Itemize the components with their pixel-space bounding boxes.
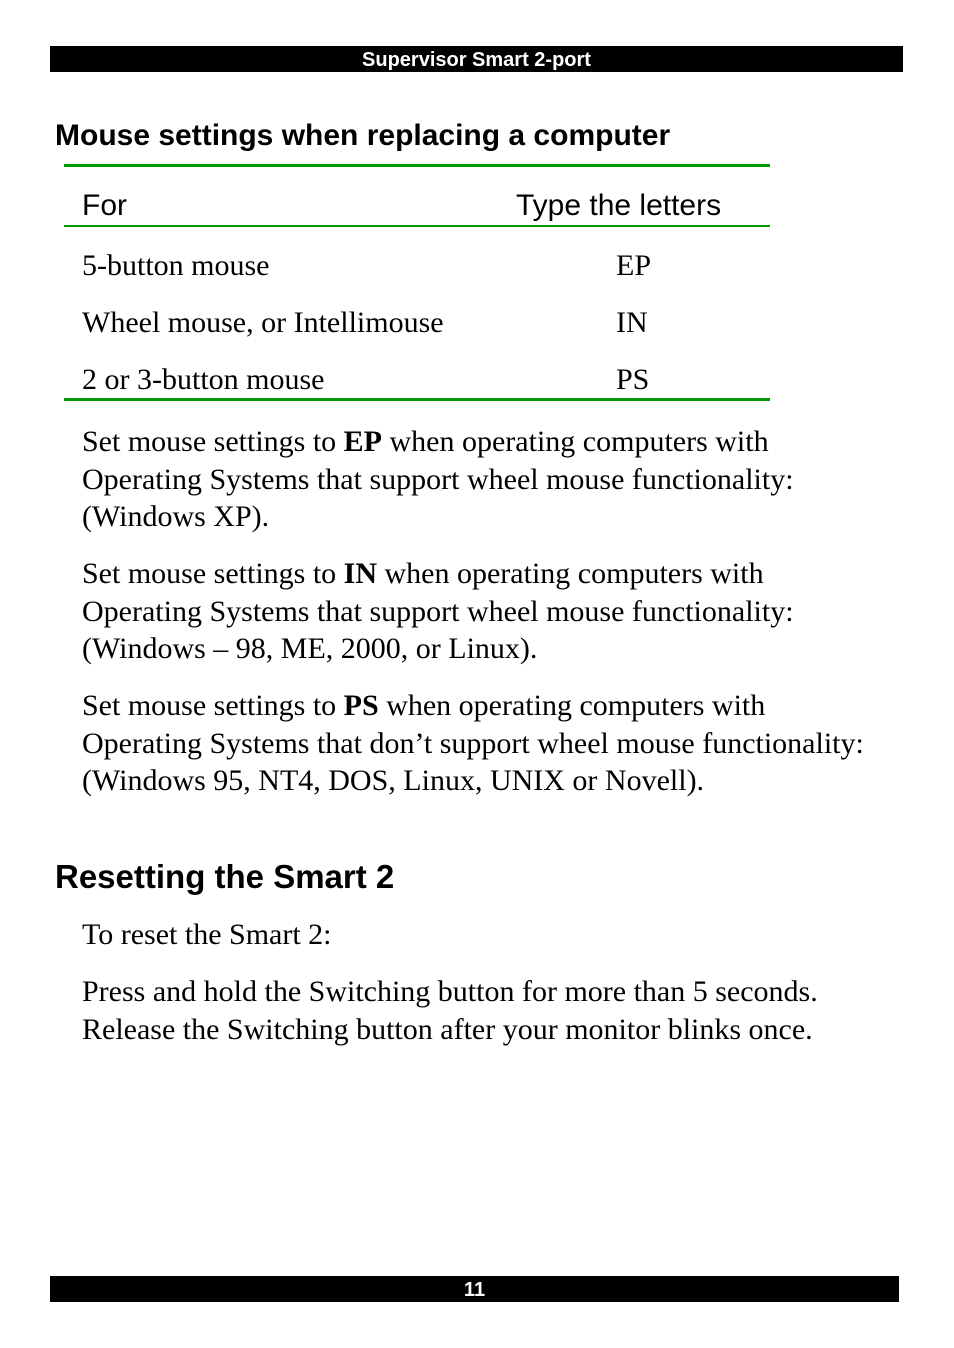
table-header-type: Type the letters [516,189,722,222]
reset-step: Press and hold the Switching button for more than 5 seconds. [82,975,818,1008]
ps-code: PS [343,689,379,722]
ep-description-prefix: Set mouse settings to [82,425,344,458]
ep-description [82,423,882,536]
table-cell-letters: PS [616,363,650,396]
in-description [82,555,882,668]
mouse-settings-heading: Mouse settings when replacing a computer [55,119,671,152]
reset-instructions [82,973,892,1048]
ps-description-prefix: Set mouse settings to [82,689,344,722]
footer-bar [50,1276,899,1302]
table-header-for: For [82,189,127,222]
reset-intro: To reset the Smart 2: [82,918,332,951]
table-bottom-rule [64,398,770,401]
table-cell-letters: EP [616,249,652,282]
table-cell-letters: IN [616,306,648,339]
table-cell-mouse-type: 5-button mouse [82,249,270,282]
ps-description [82,687,882,800]
ep-description-suffix: when operating computers with Operating Systems that support wheel mouse functionality: (Windows XP). [82,425,794,533]
header-title: Supervisor Smart 2-port [362,49,591,71]
table-header-rule [64,225,770,227]
header-bar [50,46,903,72]
ep-code: EP [343,425,383,458]
table-cell-mouse-type: Wheel mouse, or Intellimouse [82,306,444,339]
reset-step: Release the Switching button after your monitor blinks once. [82,1012,813,1046]
reset-heading: Resetting the Smart 2 [55,858,395,895]
table-cell-mouse-type: 2 or 3-button mouse [82,363,325,396]
in-code: IN [343,557,378,590]
page-number: 11 [463,1279,486,1301]
in-description-suffix: when operating computers with Operating Systems that support wheel mouse functionality: (Windows – 98, ME, 2000, or Linux). [82,557,794,665]
in-description-prefix: Set mouse settings to [82,557,344,590]
ps-description-suffix: when operating computers with Operating Systems that don’t support wheel mouse functionality: (Windows 95, NT4, DOS, Linux, UNIX or Novell). [82,689,864,797]
table-top-rule [64,164,770,167]
